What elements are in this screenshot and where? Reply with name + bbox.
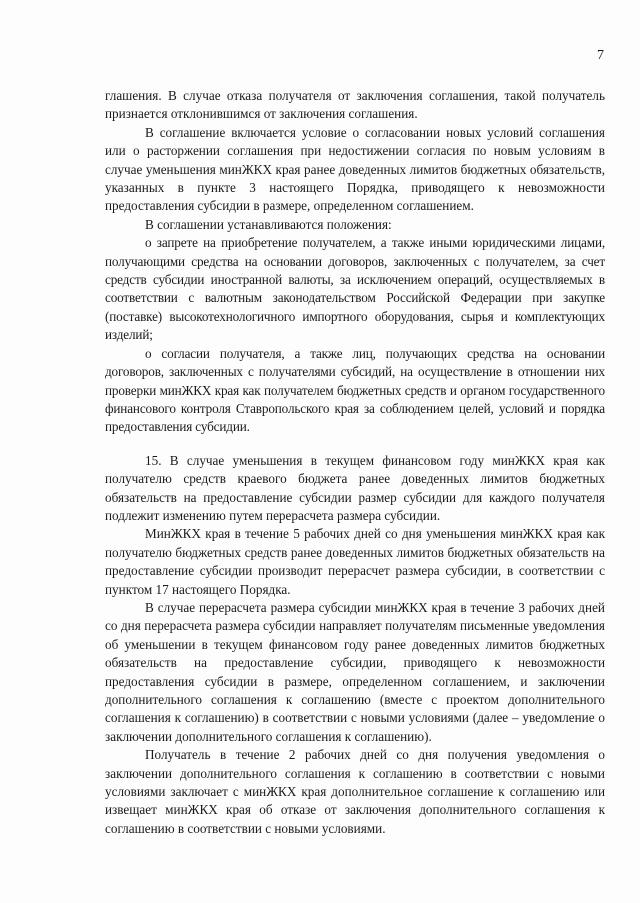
paragraph-recipient-response: Получатель в течение 2 рабочих дней со дня получения уведомления о заключении дополнительного соглашения к соглашению в соответствии с новыми условиями заключает с минЖКХ края дополнительное соглашение к соглашению или извещает минЖКХ края об отказе от заключения дополнительного соглашения к соглашению в соответствии с новыми условиями. [105, 747, 605, 836]
paragraph-notification: В случае перерасчета размера субсидии минЖКХ края в течение 3 рабочих дней со дня перерасчета размера субсидии направляет получателям письменные уведомления об уменьшении в текущем финансовом году ранее доведенных лимитов бюджетных обязательств на предоставление субсидии, приводящего к невозможности предоставления субсидии в размере, определенном соглашением, и заключении дополнительного соглашения к соглашению (вместе с проектом дополнительного соглашения к соглашению) в соответствии с новыми условиями (далее – уведомление о заключении дополнительного соглашения к соглашению). [105, 599, 605, 744]
paragraph-recalculation: МинЖКХ края в течение 5 рабочих дней со дня уменьшения минЖКХ края как получателю бюджетных средств ранее доведенных лимитов бюджетных обязательств на предоставление субсидии производит перерасчет размера субсидии, в соответствии с пунктом 17 настоящего Порядка. [105, 526, 605, 597]
paragraph-currency-prohibition: о запрете на приобретение получателем, а также иными юридическими лицами, получающими средства на основании договоров, заключенных с получателем, за счет средств субсидии иностранной валюты, за исключением операций, осуществляемых в соответствии с валютным законодательством Российской Федерации при закупке (поставке) высокотехнологичного импортного оборудования, сырья и комплектующих изделий; [105, 235, 605, 343]
paragraph-provisions-intro: В соглашении устанавливаются положения: [145, 216, 392, 232]
paragraph-item-15: 15. В случае уменьшения в текущем финансовом году минЖКХ края как получателю средств краевого бюджета ранее доведенных лимитов бюджетных обязательств на предоставление субсидии размер субсидии для каждого получателя подлежит изменению путем перерасчета размера субсидии. [105, 452, 605, 523]
paragraph-agreement-conditions: В соглашение включается условие о согласовании новых условий соглашения или о расторжении соглашения при недостижении согласия по новым условиям в случае уменьшения минЖКХ края ранее доведенных лимитов бюджетных обязательств, указанных в пункте 3 настоящего Порядка, приводящего к невозможности предоставления субсидии в размере, определенном соглашением. [105, 124, 605, 214]
page-number: 7 [597, 48, 604, 63]
document-body [105, 87, 605, 838]
paragraph-continuation: глашения. В случае отказа получателя от заключения соглашения, такой получатель признается отклонившимся от заключения соглашения. [105, 88, 605, 122]
paragraph-inspection-consent: о согласии получателя, а также лиц, получающих средства на основании договоров, заключенных с получателями субсидий, на осуществление в отношении них проверки минЖКХ края как получателем бюджетных средств и органом государственного финансового контроля Ставропольского края за соблюдением целей, условий и порядка предоставления субсидии. [105, 345, 605, 435]
